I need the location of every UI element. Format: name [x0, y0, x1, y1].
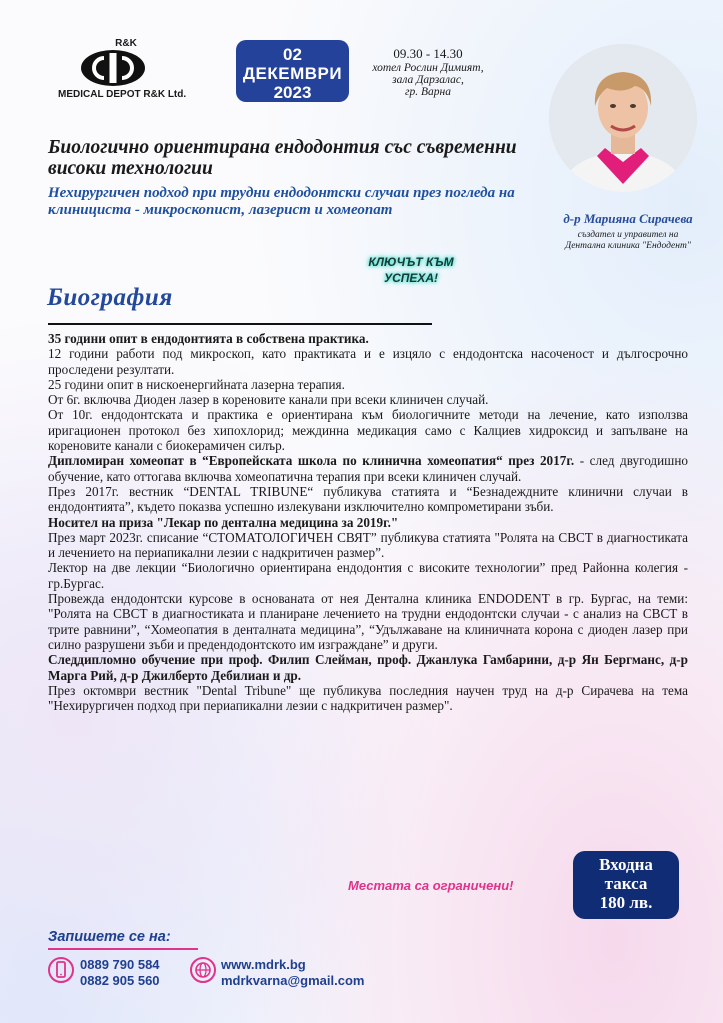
event-time: 09.30 - 14.30 [393, 46, 463, 61]
bio-paragraph: 25 години опит в нискоенергийната лазерна терапия. [48, 376, 345, 392]
logo-company-name: MEDICAL DEPOT R&K Ltd. [58, 89, 187, 100]
lecture-title: Биологично ориентирана ендодонтия със съвременни високи технологии [48, 137, 517, 179]
company-logo [58, 38, 187, 108]
bio-paragraph [48, 453, 688, 484]
date-year: 2023 [273, 83, 312, 102]
event-info [364, 48, 492, 98]
speaker-name: д-р Марияна Сирачева [563, 211, 693, 226]
lecture-subtitle: Нехирургичен подход при трудни ендодонтски случаи през погледа на клинициста - микроскопист, лазерист и хомеопат [48, 185, 515, 218]
slogan-line1: КЛЮЧЪТ КЪМ [368, 255, 454, 269]
bio-phrase: - след двугодишно обучение, като оттогава включва хомеопатична терапия при всеки клиничен случай. [48, 453, 688, 484]
speaker-photo [549, 44, 697, 192]
speaker-role [548, 230, 708, 252]
web-contacts [221, 957, 364, 989]
bio-paragraph: Провежда ендодонтски курсове в основаната от нея Дентална клиника ENDODENT в гр. Бургас, на теми: "Ролята на СВСТ в диагностиката и планиране лечението на трудни ендодонтски случаи - с анализ на СВСТ в трите равнини”, “Хомеопатия в денталната медицина”, “Удължаване на клиничната корона с диоден лазер при силно разрушени зъби и предендодонтското им изграждане” и други. [48, 591, 688, 652]
event-city: гр. Варна [405, 86, 451, 98]
bio-paragraph: Лектор на две лекции “Биологично ориентирана ендодонтия с високите технологии” пред Районна колегия - гр.Бургас. [48, 560, 688, 591]
date-month: ДЕКЕМВРИ [242, 64, 343, 83]
date-badge [236, 40, 349, 102]
biography-text [48, 331, 688, 713]
slogan-line2: УСПЕХА! [383, 271, 439, 285]
speaker-role-line2: Дентална клиника "Ендодент" [565, 241, 691, 251]
fee-amount: 180 лв. [599, 893, 653, 912]
date-day: 02 [283, 45, 302, 64]
limited-seats-note: Местата са ограничени! [348, 878, 514, 893]
bio-paragraph: Следдипломно обучение при проф. Филип Слейман, проф. Джанлука Гамбарини, д-р Ян Бергманс, д-р Марга Рий, д-р Джилберто Дебилиан и др. [48, 652, 688, 683]
logo-mark-icon [80, 49, 146, 87]
phone-number[interactable]: 0889 790 584 [80, 957, 160, 972]
email-link[interactable]: mdrkvarna@gmail.com [221, 973, 365, 988]
bio-paragraph: От 6г. включва Диоден лазер в кореновите канали при всеки клиничен случай. [48, 392, 489, 408]
signup-underline [48, 948, 198, 950]
bio-paragraph: През 2017г. вестник “DENTAL TRIBUNE“ публикува статията и “Безнадеждните клинични случаи в ендодонтията”, където показва успешно излекувани изключително компрометирани зъби. [48, 483, 688, 515]
fee-line1: Входна [599, 855, 653, 874]
heading-divider [48, 323, 432, 325]
bio-paragraph: Носител на приза "Лекар по дентална медицина за 2019г." [48, 514, 399, 530]
bio-paragraph: 35 години опит в ендодонтията в собствена практика. [48, 331, 369, 346]
fee-line2: такса [604, 874, 648, 893]
event-hall: зала Дарзалас, [392, 74, 464, 86]
phone-numbers [80, 957, 160, 989]
phone-icon [48, 957, 74, 983]
slogan [340, 254, 482, 286]
globe-icon [190, 957, 216, 983]
entry-fee-badge [573, 851, 679, 919]
bio-bold-phrase: Дипломиран хомеопат в “Европейската школа по клинична хомеопатия“ през 2017г. [48, 453, 575, 469]
speaker-role-line1: създател и управител на [577, 230, 679, 240]
signup-heading: Запишете се на: [48, 929, 171, 945]
bio-paragraph: От 10г. ендодонтската и практика е ориентирана към биологичните методи на лечение, като използва иригационен протокол без хипохлорид; междинна медикация само с Калциев хидроксид и запълване на кореновите канали с биокерамичен силър. [48, 407, 688, 454]
phone-number[interactable]: 0882 905 560 [80, 973, 160, 988]
bio-paragraph: През октомври вестник "Dental Tribune" ще публикува последния научен труд на д-р Сирачева на тема "Нехирургичен подход при периапикални лезии с надкритичен размер". [48, 682, 688, 714]
logo-rk-text: R&K [115, 38, 137, 49]
event-venue: хотел Рослин Димият, [372, 62, 484, 74]
bio-paragraph: През март 2023г. списание “СТОМАТОЛОГИЧЕН СВЯТ” публикува статията "Ролята на СВСТ в диагностиката и лечението на периапикални лезии с надкритичен размер”. [48, 529, 688, 561]
website-link[interactable]: www.mdrk.bg [221, 957, 306, 972]
bio-paragraph: 12 години работи под микроскоп, като практиката и е изцяло с ендодонтска насоченост и дългосрочно проследени резултати. [48, 346, 688, 377]
biography-heading: Биография [47, 284, 173, 311]
speaker-portrait-icon [549, 44, 697, 192]
